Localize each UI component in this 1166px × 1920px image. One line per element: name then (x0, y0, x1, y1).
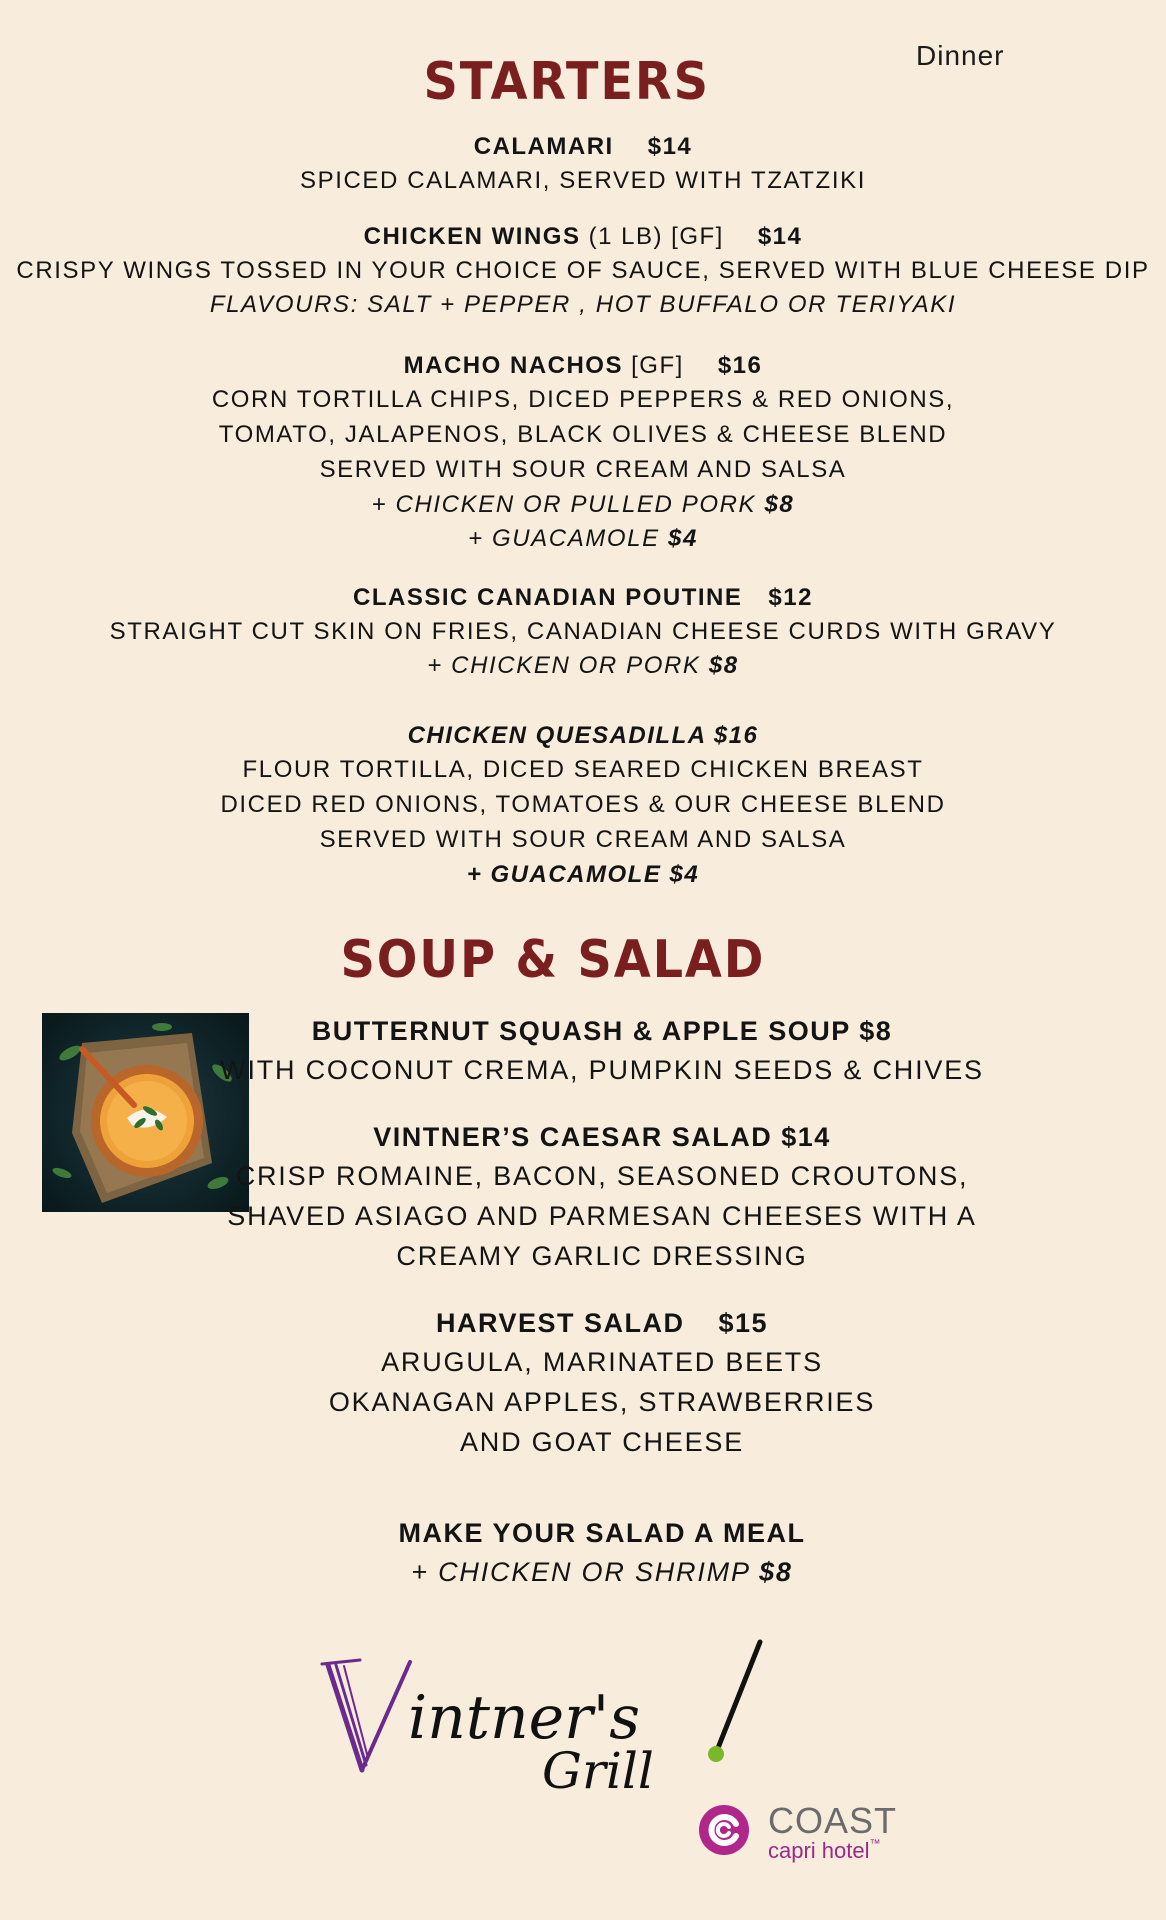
wings-name: CHICKEN WINGS (363, 223, 581, 250)
wings-price: $14 (757, 223, 803, 250)
poutine-addon (0, 652, 1166, 680)
nachos-addon-guac (0, 525, 1166, 553)
nachos-name: MACHO NACHOS (403, 352, 623, 379)
calamari-price: $14 (647, 133, 693, 160)
harvest-desc-line: AND GOAT CHEESE (459, 1427, 745, 1457)
salad-meal-addon (130, 1557, 1074, 1588)
nachos-addon-meat-price: $8 (764, 491, 795, 518)
menu-section-label: Dinner (916, 40, 1005, 71)
starters-heading: STARTERS (423, 52, 710, 112)
quesadilla-desc-line: FLOUR TORTILLA, DICED SEARED CHICKEN BREAST (242, 756, 924, 783)
grill-script: Grill (542, 1742, 654, 1790)
calamari-desc: SPICED CALAMARI, SERVED WITH TZATZIKI (300, 167, 866, 194)
poutine-desc: STRAIGHT CUT SKIN ON FRIES, CANADIAN CHEESE CURDS WITH GRAVY (109, 618, 1057, 645)
caesar-desc-line: SHAVED ASIAGO AND PARMESAN CHEESES WITH A (227, 1201, 977, 1231)
wings-desc: CRISPY WINGS TOSSED IN YOUR CHOICE OF SAUCE, SERVED WITH BLUE CHEESE DIP (16, 257, 1150, 284)
calamari-name: CALAMARI (473, 133, 614, 160)
soup-title: BUTTERNUT SQUASH & APPLE SOUP $8 (311, 1016, 893, 1046)
poutine-addon-text: + CHICKEN OR PORK (427, 652, 701, 679)
trademark-symbol: ™ (869, 1838, 881, 1850)
poutine-price: $12 (768, 584, 813, 611)
poutine-title (0, 584, 1166, 612)
nachos-desc-line: CORN TORTILLA CHIPS, DICED PEPPERS & RED ONIONS, (211, 386, 955, 413)
salad-meal-title: MAKE YOUR SALAD A MEAL (398, 1518, 806, 1548)
nachos-price: $16 (717, 352, 763, 379)
caesar-title: VINTNER’S CAESAR SALAD $14 (373, 1122, 831, 1152)
nachos-qualifier: [GF] (631, 352, 684, 379)
vintners-grill-logo (320, 1630, 770, 1790)
salad-meal-addon-price: $8 (759, 1557, 793, 1587)
nachos-addon-guac-text: + GUACAMOLE (468, 525, 660, 552)
caesar-desc-line: CRISP ROMAINE, BACON, SEASONED CROUTONS, (235, 1161, 969, 1191)
coast-capri-logo (698, 1800, 908, 1870)
nachos-desc-line: SERVED WITH SOUR CREAM AND SALSA (319, 456, 847, 483)
coast-wordmark: COAST (768, 1800, 898, 1841)
poutine-name: CLASSIC CANADIAN POUTINE (353, 584, 743, 611)
harvest-title (130, 1308, 1074, 1339)
wings-title (0, 223, 1166, 251)
capri-hotel-text: capri hotel (768, 1838, 870, 1863)
vintners-script: intner's (408, 1683, 641, 1753)
capri-hotel-wordmark (768, 1838, 881, 1864)
calamari-title (0, 133, 1166, 161)
caesar-desc-line: CREAMY GARLIC DRESSING (396, 1241, 808, 1271)
coast-swirl-icon (698, 1804, 750, 1856)
harvest-price: $15 (718, 1308, 769, 1338)
quesadilla-title: CHICKEN QUESADILLA $16 (407, 722, 759, 749)
harvest-name: HARVEST SALAD (435, 1308, 685, 1338)
quesadilla-desc-line: DICED RED ONIONS, TOMATOES & OUR CHEESE BLEND (220, 791, 946, 818)
soup-salad-heading: SOUP & SALAD (340, 930, 766, 990)
soup-desc: WITH COCONUT CREMA, PUMPKIN SEEDS & CHIVES (220, 1055, 984, 1085)
harvest-desc-line: ARUGULA, MARINATED BEETS (381, 1347, 823, 1377)
nachos-desc-line: TOMATO, JALAPENOS, BLACK OLIVES & CHEESE BLEND (218, 421, 948, 448)
poutine-addon-price: $8 (708, 652, 739, 679)
salad-meal-addon-text: + CHICKEN OR SHRIMP (411, 1557, 750, 1587)
quesadilla-desc-line: SERVED WITH SOUR CREAM AND SALSA (319, 826, 847, 853)
vintners-grill-logo-art (320, 1630, 770, 1790)
quesadilla-addon: + GUACAMOLE $4 (466, 861, 700, 888)
nachos-addon-guac-price: $4 (668, 525, 698, 552)
harvest-desc-line: OKANAGAN APPLES, STRAWBERRIES (328, 1387, 876, 1417)
nachos-title (0, 352, 1166, 380)
nachos-addon-meat-text: + CHICKEN OR PULLED PORK (371, 491, 757, 518)
wings-qualifier: (1 LB) [GF] (588, 223, 724, 250)
wings-flavours: FLAVOURS: SALT + PEPPER , HOT BUFFALO OR TERIYAKI (209, 291, 957, 318)
nachos-addon-meat (0, 491, 1166, 519)
